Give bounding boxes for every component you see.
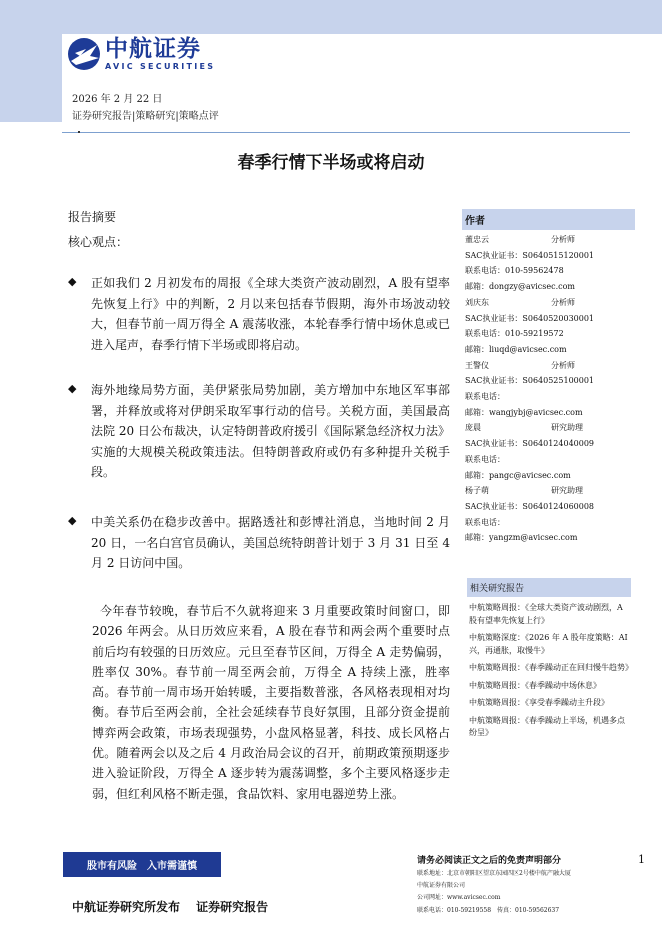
report-title: 春季行情下半场或将启动 bbox=[237, 153, 425, 173]
bullet-item bbox=[68, 512, 450, 574]
report-date: 2026 年 2 月 22 日 bbox=[72, 94, 163, 105]
company-logo bbox=[66, 36, 215, 72]
contact-website[interactable]: 公司网址：www.avicsec.com bbox=[417, 894, 501, 902]
related-title: 相关研究报告 bbox=[467, 578, 631, 597]
author-name: 董忠云 bbox=[465, 235, 489, 244]
author-role: 研究助理 bbox=[551, 486, 583, 496]
risk-notice-badge: 股市有风险 入市需谨慎 bbox=[63, 852, 221, 877]
author-phone: 联系电话：010-59562478 bbox=[465, 266, 564, 276]
author-card bbox=[462, 232, 635, 295]
avic-wing-icon bbox=[66, 36, 102, 72]
author-email[interactable]: 邮箱：yangzm@avicsec.com bbox=[465, 533, 578, 543]
author-role: 分析师 bbox=[551, 297, 575, 307]
bullet-text: 中美关系仍在稳步改善中。据路透社和彭博社消息，当地时间 2 月 20 日，一名白宫官员确认，美国总统特朗普计划于 3 月 31 日至 4 月 2 日访问中国。 bbox=[91, 515, 450, 570]
author-email[interactable]: 邮箱：pangc@avicsec.com bbox=[465, 470, 571, 480]
author-sac: SAC执业证书：S0640520030001 bbox=[465, 313, 595, 323]
author-sac: SAC执业证书：S0640124060008 bbox=[465, 501, 595, 511]
footer-publisher: 中航证券研究所发布 证券研究报告 bbox=[72, 900, 269, 914]
bullet-item bbox=[68, 273, 450, 355]
contact-address: 联系地址：北京市朝阳区望京东园四区2号楼中航产融大厦 bbox=[417, 870, 571, 877]
author-email[interactable]: 邮箱：liuqd@avicsec.com bbox=[465, 344, 567, 354]
author-sidebar bbox=[462, 209, 635, 546]
author-name: 庞晨 bbox=[465, 423, 481, 433]
related-report-link[interactable]: 中航策略周报：《全球大类资产波动剧烈，A 股有望率先恢复上行》 bbox=[469, 603, 623, 625]
contact-phones: 联系电话：010-59219558 传真：010-59562637 bbox=[417, 906, 560, 914]
author-phone: 联系电话： bbox=[465, 392, 505, 402]
diamond-bullet-icon: ◆ bbox=[68, 382, 77, 395]
top-band bbox=[62, 0, 662, 34]
corner-band bbox=[0, 0, 62, 122]
header-divider bbox=[62, 132, 630, 133]
author-phone: 联系电话： bbox=[465, 454, 505, 464]
author-sac: SAC执业证书：S0640515120001 bbox=[465, 250, 595, 260]
author-name: 王警仪 bbox=[465, 360, 489, 370]
related-report-link[interactable]: 中航策略深度：《2026 年 A 股年度策略：AI 兴，再通胀，取慢牛》 bbox=[469, 633, 628, 655]
author-role: 分析师 bbox=[551, 360, 575, 370]
bullet-text: 海外地缘局势方面，美伊紧张局势加剧，美方增加中东地区军事部署，并释放或将对伊朗采取军事行动的信号。关税方面，美国最高法院 20 日公布裁决，认定特朗普政府援引《国际紧急经济权力法》实施的大规模关税政策违法。但特朗普政府或仍有多种提升关税手段。 bbox=[91, 383, 450, 479]
summary-label: 报告摘要 bbox=[68, 210, 117, 224]
related-report-link[interactable]: 中航策略周报：《春季躁动中场休息》 bbox=[469, 680, 601, 690]
divider-dot bbox=[78, 131, 80, 133]
disclaimer-notice: 请务必阅读正文之后的免责声明部分 bbox=[417, 856, 562, 866]
author-name: 刘庆东 bbox=[465, 297, 489, 307]
brand-name-cn: 中航证券 bbox=[105, 35, 201, 62]
author-card bbox=[462, 358, 635, 421]
author-name: 杨子萌 bbox=[465, 486, 489, 496]
diamond-bullet-icon: ◆ bbox=[68, 514, 77, 527]
author-role: 研究助理 bbox=[551, 423, 583, 433]
author-sac: SAC执业证书：S0640525100001 bbox=[465, 376, 595, 386]
related-reports bbox=[467, 578, 631, 740]
core-label: 核心观点： bbox=[68, 235, 129, 249]
company-contact bbox=[417, 868, 571, 917]
author-email[interactable]: 邮箱：wangjybj@avicsec.com bbox=[465, 407, 583, 417]
diamond-bullet-icon: ◆ bbox=[68, 275, 77, 288]
related-report-link[interactable]: 中航策略周报：《享受春季躁动主升段》 bbox=[469, 698, 609, 707]
bullet-item bbox=[68, 380, 450, 483]
author-phone: 联系电话： bbox=[465, 517, 505, 527]
contact-company: 中航证券有限公司 bbox=[417, 882, 466, 890]
author-role: 分析师 bbox=[551, 235, 575, 244]
authors-title: 作者 bbox=[462, 209, 635, 230]
author-sac: SAC执业证书：S0640124040009 bbox=[465, 439, 595, 449]
author-card bbox=[462, 483, 635, 546]
related-report-link[interactable]: 中航策略周报：《春季躁动上半场，机遇多点纷呈》 bbox=[469, 715, 625, 737]
body-paragraph: 今年春节较晚，春节后不久就将迎来 3 月重要政策时间窗口，即 2026 年两会。从日历效应来看，A 股在春节和两会两个重要时点前后均有较强的日历效应。元旦至春节区间，万得全 A 走势偏弱，胜率仅 30%。春节前一周至两会前，万得全 A 持续上涨，胜率高。春节前一周市场开始转暖，主要指数普涨，各风格表现相对均衡。春节后至两会前，全社会延续春节良好氛围，且部分资金提前博弈两会政策，市场表现强势，小盘风格显著，科技、成长风格占优。随着两会以及之后 4 月政治局会议的召开，前期政策预期逐步进入验证阶段，万得全 A 逐步转为震荡调整，多个主要风格逐步走弱，但红利风格不断走强，食品饮料、家用电器逆势上涨。 bbox=[92, 604, 450, 801]
report-category: 证券研究报告|策略研究|策略点评 bbox=[72, 111, 219, 122]
page-number: 1 bbox=[638, 853, 645, 866]
related-report-link[interactable]: 中航策略周报：《春季躁动正在回归慢牛趋势》 bbox=[469, 663, 633, 672]
author-card bbox=[462, 295, 635, 358]
brand-name-en: AVIC SECURITIES bbox=[105, 61, 216, 71]
author-phone: 联系电话：010-59219572 bbox=[465, 329, 564, 339]
author-email[interactable]: 邮箱：dongzy@avicsec.com bbox=[465, 282, 576, 292]
author-card bbox=[462, 420, 635, 483]
bullet-text: 正如我们 2 月初发布的周报《全球大类资产波动剧烈，A 股有望率先恢复上行》中的判断，2 月以来包括春节假期，海外市场波动较大，但春节前一周万得全 A 震荡收涨，本轮春季行情中场休息或已进入尾声，春季行情下半场或即将启动。 bbox=[91, 276, 450, 352]
